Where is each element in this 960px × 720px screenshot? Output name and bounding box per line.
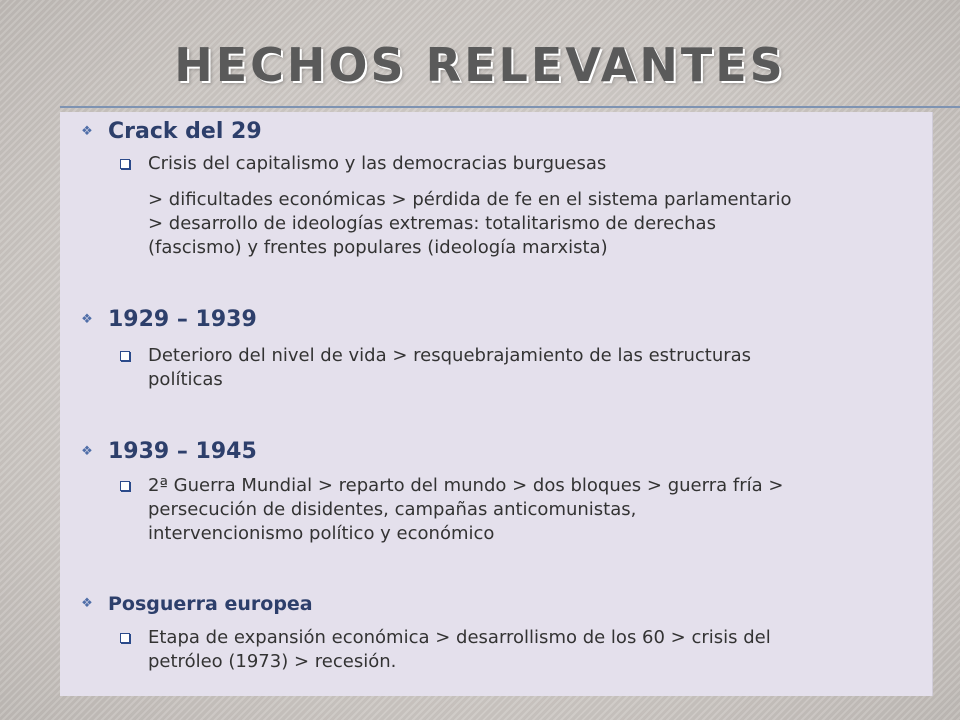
title-divider: [60, 106, 960, 108]
item-line: persecución de disidentes, campañas anticomunistas,: [148, 499, 637, 520]
diamond-bullet-icon: ❖: [81, 124, 93, 139]
section-1939-1945: [78, 438, 257, 466]
section-heading: Crack del 29: [108, 119, 262, 144]
item-line: petróleo (1973) > recesión.: [148, 651, 397, 672]
section-heading: Posguerra europea: [108, 593, 313, 615]
diamond-bullet-icon: ❖: [81, 444, 93, 459]
item-text: Crisis del capitalismo y las democracias burguesas: [148, 153, 607, 174]
item-text: [148, 344, 751, 392]
diamond-bullet-icon: ❖: [81, 312, 93, 327]
item-continuation-line: (fascismo) y frentes populares (ideología marxista): [148, 237, 608, 258]
square-bullet-icon: [120, 159, 130, 169]
section-posguerra-europea: [78, 590, 313, 618]
square-bullet-icon: [120, 481, 130, 491]
section-1929-1939: [78, 306, 257, 334]
square-bullet-icon: [120, 351, 130, 361]
item-text: [148, 626, 771, 674]
item-line: Deterioro del nivel de vida > resquebrajamiento de las estructuras: [148, 345, 752, 366]
item-line: políticas: [148, 369, 223, 390]
section-heading: 1929 – 1939: [108, 307, 257, 332]
content-panel: [60, 112, 933, 696]
item-line: 2ª Guerra Mundial > reparto del mundo > dos bloques > guerra fría >: [148, 475, 784, 496]
list-item: [120, 474, 920, 546]
section-crack-del-29: [78, 118, 262, 146]
square-bullet-icon: [120, 633, 130, 643]
list-item: [120, 344, 920, 392]
item-continuation-line: > desarrollo de ideologías extremas: totalitarismo de derechas: [148, 213, 716, 234]
item-text: [148, 474, 783, 546]
diamond-bullet-icon: ❖: [81, 596, 93, 611]
list-item: [120, 626, 920, 674]
item-continuation-line: > dificultades económicas > pérdida de fe en el sistema parlamentario: [148, 189, 792, 210]
list-item: [120, 152, 920, 176]
item-line: Etapa de expansión económica > desarrollismo de los 60 > crisis del: [148, 627, 771, 648]
section-heading: 1939 – 1945: [108, 439, 257, 464]
slide-title: HECHOS RELEVANTES: [174, 38, 786, 92]
item-line: intervencionismo político y económico: [148, 523, 495, 544]
